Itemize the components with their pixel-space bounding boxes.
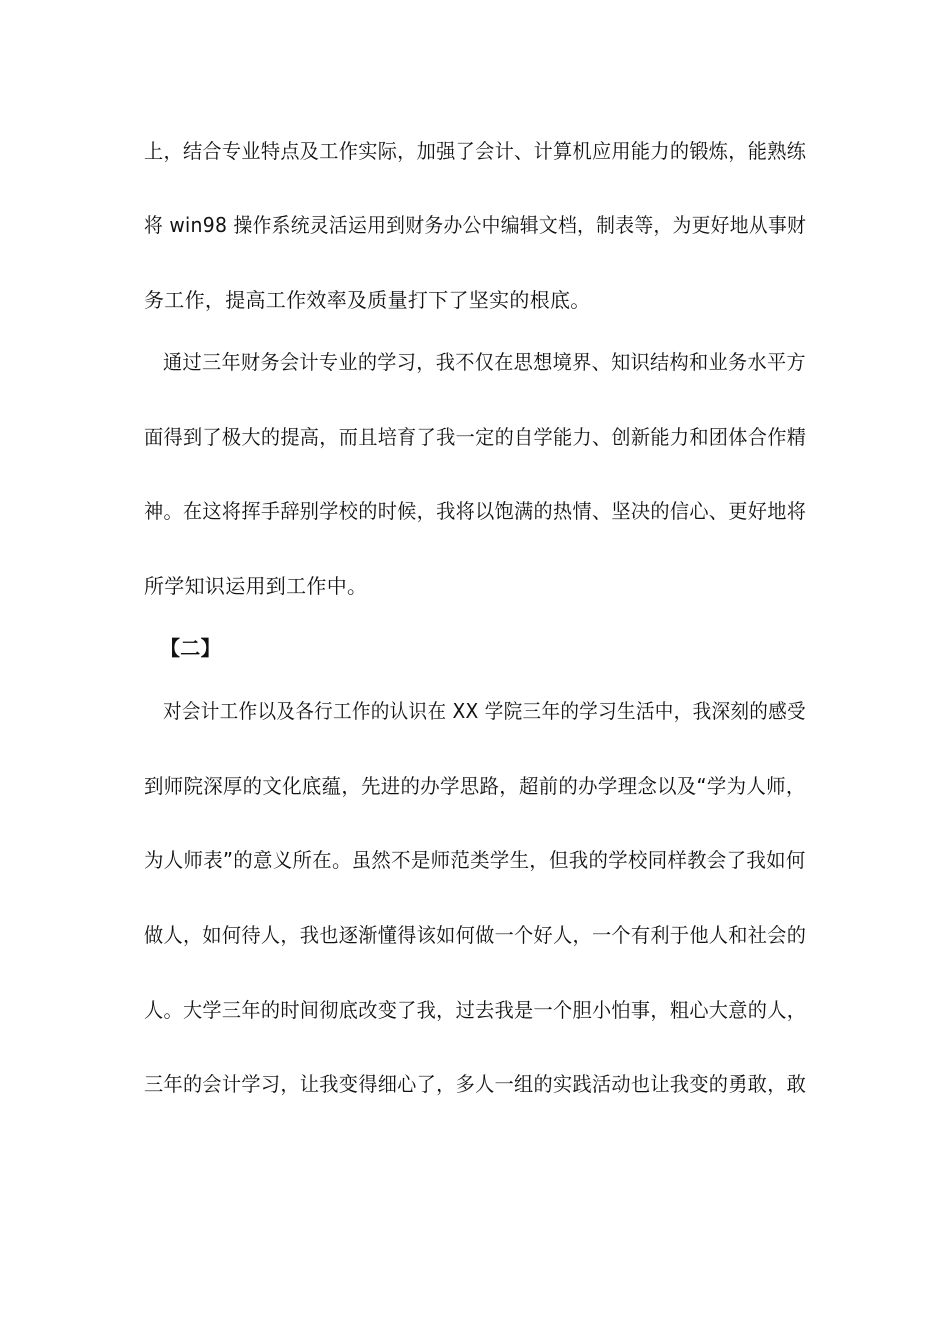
body-text-line: 为人师表”的意义所在。虽然不是师范类学生，但我的学校同样教会了我如何 [144, 848, 806, 872]
body-text-line: 上，结合专业特点及工作实际，加强了会计、计算机应用能力的锻炼，能熟练 [144, 139, 807, 163]
body-text-line: 对会计工作以及各行工作的认识在 XX 学院三年的学习生活中，我深刻的感受 [163, 699, 806, 723]
body-text-line: 做人，如何待人，我也逐渐懂得该如何做一个好人，一个有利于他人和社会的 [144, 923, 807, 947]
body-text-line: 通过三年财务会计专业的学习，我不仅在思想境界、知识结构和业务水平方 [163, 350, 806, 374]
body-text-line: 人。大学三年的时间彻底改变了我，过去我是一个胆小怕事，粗心大意的人， [144, 998, 807, 1022]
body-text-line: 所学知识运用到工作中。 [144, 574, 368, 598]
body-text-line: 面得到了极大的提高，而且培育了我一定的自学能力、创新能力和团体合作精 [144, 425, 807, 449]
body-text-line: 神。在这将挥手辞别学校的时候，我将以饱满的热情、坚决的信心、更好地将 [144, 499, 807, 523]
section-heading: 【二】 [160, 636, 221, 660]
body-text-line: 三年的会计学习，让我变得细心了，多人一组的实践活动也让我变的勇敢，敢 [144, 1072, 807, 1096]
body-text-line: 务工作，提高工作效率及质量打下了坚实的根底。 [144, 288, 591, 312]
body-text-line: 将 win98 操作系统灵活运用到财务办公中编辑文档，制表等，为更好地从事财 [144, 213, 807, 237]
body-text-line: 到师院深厚的文化底蕴，先进的办学思路，超前的办学理念以及“学为人师， [144, 774, 806, 798]
